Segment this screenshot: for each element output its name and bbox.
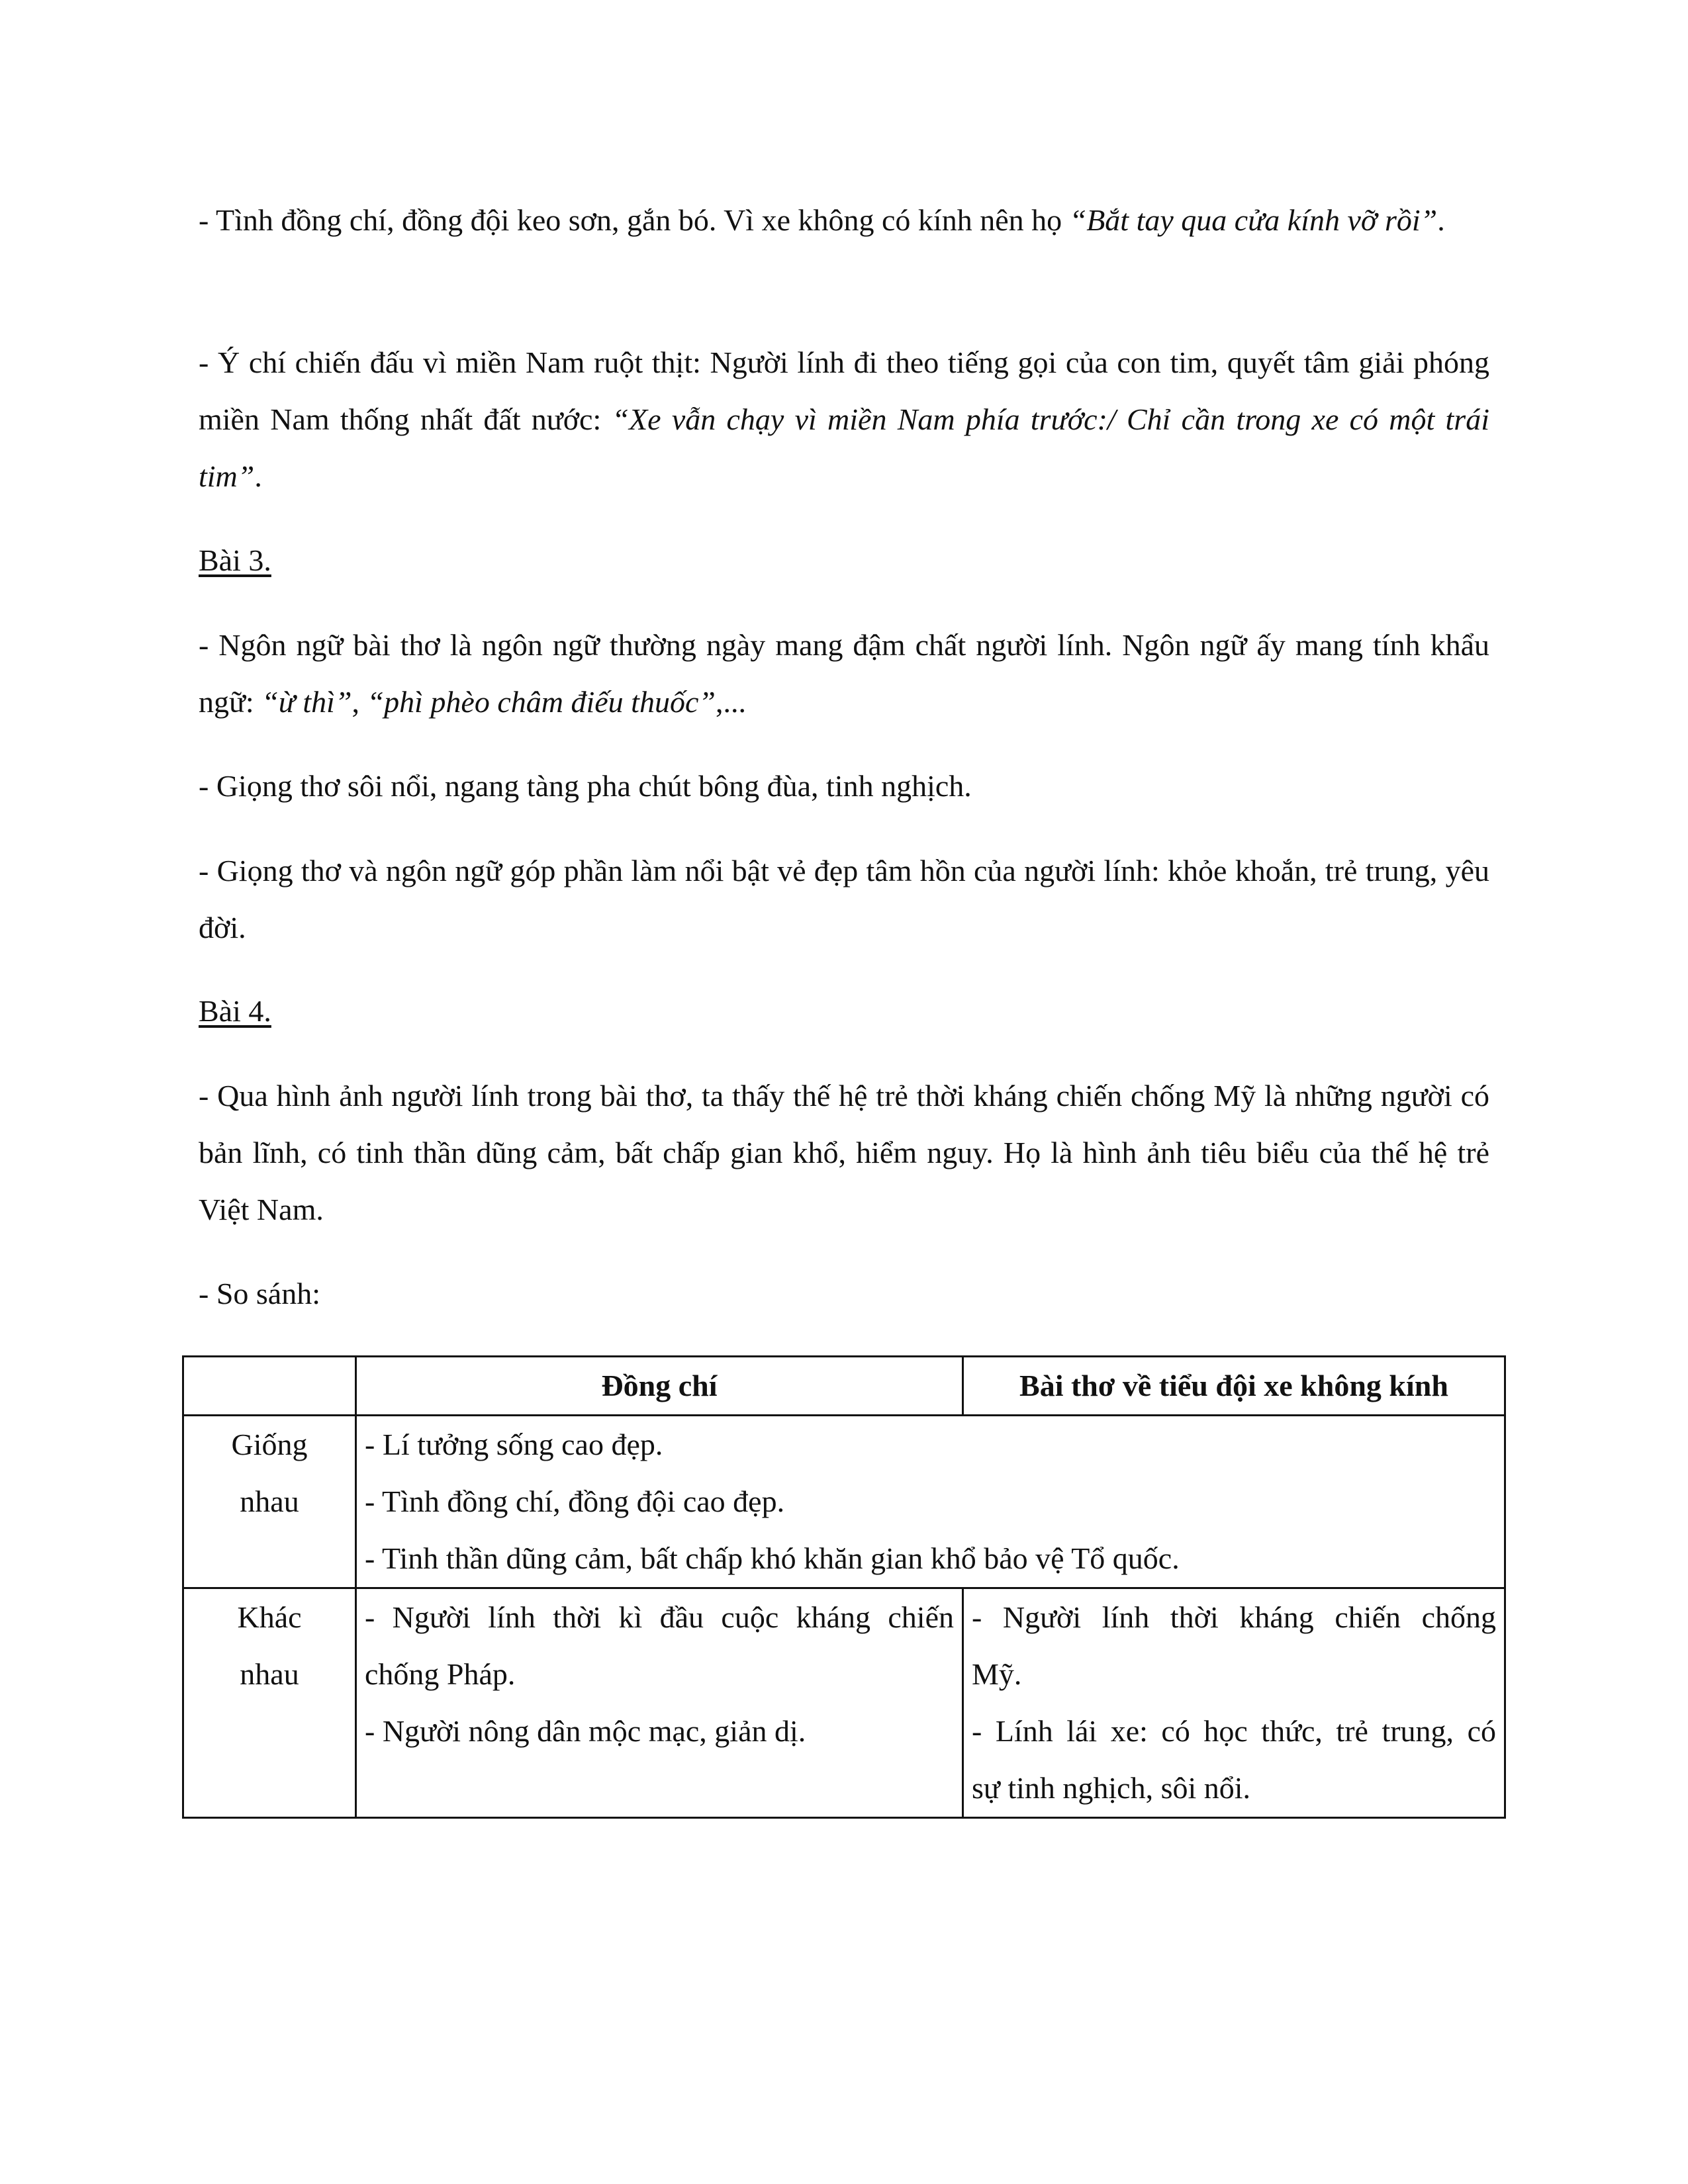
quote-text: “Bắt tay qua cửa kính vỡ rồi”: [1069, 203, 1438, 237]
paragraph-tone: - Giọng thơ sôi nổi, ngang tàng pha chút bông đùa, tinh nghịch.: [199, 769, 972, 803]
table-row-differences: [183, 1588, 1505, 1818]
row-label-khac-nhau: [183, 1588, 356, 1818]
difference-dong-chi-cell: [356, 1588, 963, 1818]
paragraph-text: .: [1437, 203, 1445, 237]
row-label-giong-nhau: [183, 1416, 356, 1588]
difference-line: - Người nông dân mộc mạc, giản dị.: [365, 1714, 806, 1748]
row-label-line: nhau: [240, 1657, 299, 1691]
difference-line: - Người lính thời kháng chiến chống: [972, 1600, 1496, 1634]
table-header-dong-chi: Đồng chí: [356, 1357, 963, 1416]
heading-bai-4: Bài 4.: [199, 994, 271, 1028]
row-label-line: nhau: [240, 1484, 299, 1518]
table-header-empty: [183, 1357, 356, 1416]
similarity-item: - Tình đồng chí, đồng đội cao đẹp.: [365, 1484, 785, 1518]
paragraph-text: - Ý chí chiến đấu vì miền Nam ruột thịt: Người lính đi theo tiếng gọi của con tim, quyết tâm giải phóng miền Nam thống nhất đất nước:: [199, 345, 1489, 436]
comparison-table: [182, 1355, 1506, 1819]
quote-text: “ừ thì”: [261, 685, 352, 719]
paragraph-text: ,: [352, 685, 367, 719]
difference-line: sự tinh nghịch, sôi nổi.: [972, 1771, 1251, 1805]
table-row-similarities: [183, 1416, 1505, 1588]
quote-text: “phì phèo châm điếu thuốc”: [367, 685, 716, 719]
paragraph-text: - Ngôn ngữ bài thơ là ngôn ngữ thường ngày mang đậm chất người lính. Ngôn ngữ ấy mang tính khẩu ngữ:: [199, 628, 1489, 719]
difference-line: - Người lính thời kì đầu cuộc kháng chiến: [365, 1600, 954, 1634]
paragraph-text: ,...: [715, 685, 746, 719]
paragraph-beauty: - Giọng thơ và ngôn ngữ góp phần làm nổi bật vẻ đẹp tâm hồn của người lính: khỏe khoắn, trẻ trung, yêu đời.: [199, 854, 1489, 944]
paragraph-generation: - Qua hình ảnh người lính trong bài thơ, ta thấy thế hệ trẻ thời kháng chiến chống Mỹ là những người có bản lĩnh, có tinh thần dũng cảm, bất chấp gian khổ, hiểm nguy. Họ là hình ảnh tiêu biểu của thế hệ trẻ Việt Nam.: [199, 1079, 1489, 1226]
similarity-item: - Tinh thần dũng cảm, bất chấp khó khăn gian khổ bảo vệ Tổ quốc.: [365, 1541, 1180, 1575]
similarities-cell: [356, 1416, 1505, 1588]
row-label-line: Giống: [231, 1428, 308, 1461]
paragraph-compare-label: - So sánh:: [199, 1277, 320, 1310]
heading-bai-3: Bài 3.: [199, 543, 271, 577]
difference-line: Mỹ.: [972, 1657, 1022, 1691]
quote-text: “Xe vẫn chạy vì miền Nam phía trước:/ Chỉ cần trong xe có một trái tim”: [199, 402, 1489, 493]
similarity-item: - Lí tưởng sống cao đẹp.: [365, 1428, 663, 1461]
difference-line: chống Pháp.: [365, 1657, 516, 1691]
paragraph-comradeship: [199, 192, 1489, 249]
paragraph-language: [199, 617, 1489, 731]
table-header-bai-tho: Bài thơ về tiểu đội xe không kính: [963, 1357, 1505, 1416]
paragraph-text: .: [254, 459, 262, 493]
row-label-line: Khác: [237, 1600, 302, 1634]
table-header-row: [183, 1357, 1505, 1416]
difference-bai-tho-cell: [963, 1588, 1505, 1818]
paragraph-will-to-fight: [199, 334, 1489, 505]
difference-line: - Lính lái xe: có học thức, trẻ trung, có: [972, 1714, 1496, 1748]
paragraph-text: - Tình đồng chí, đồng đội keo sơn, gắn bó. Vì xe không có kính nên họ: [199, 203, 1070, 237]
